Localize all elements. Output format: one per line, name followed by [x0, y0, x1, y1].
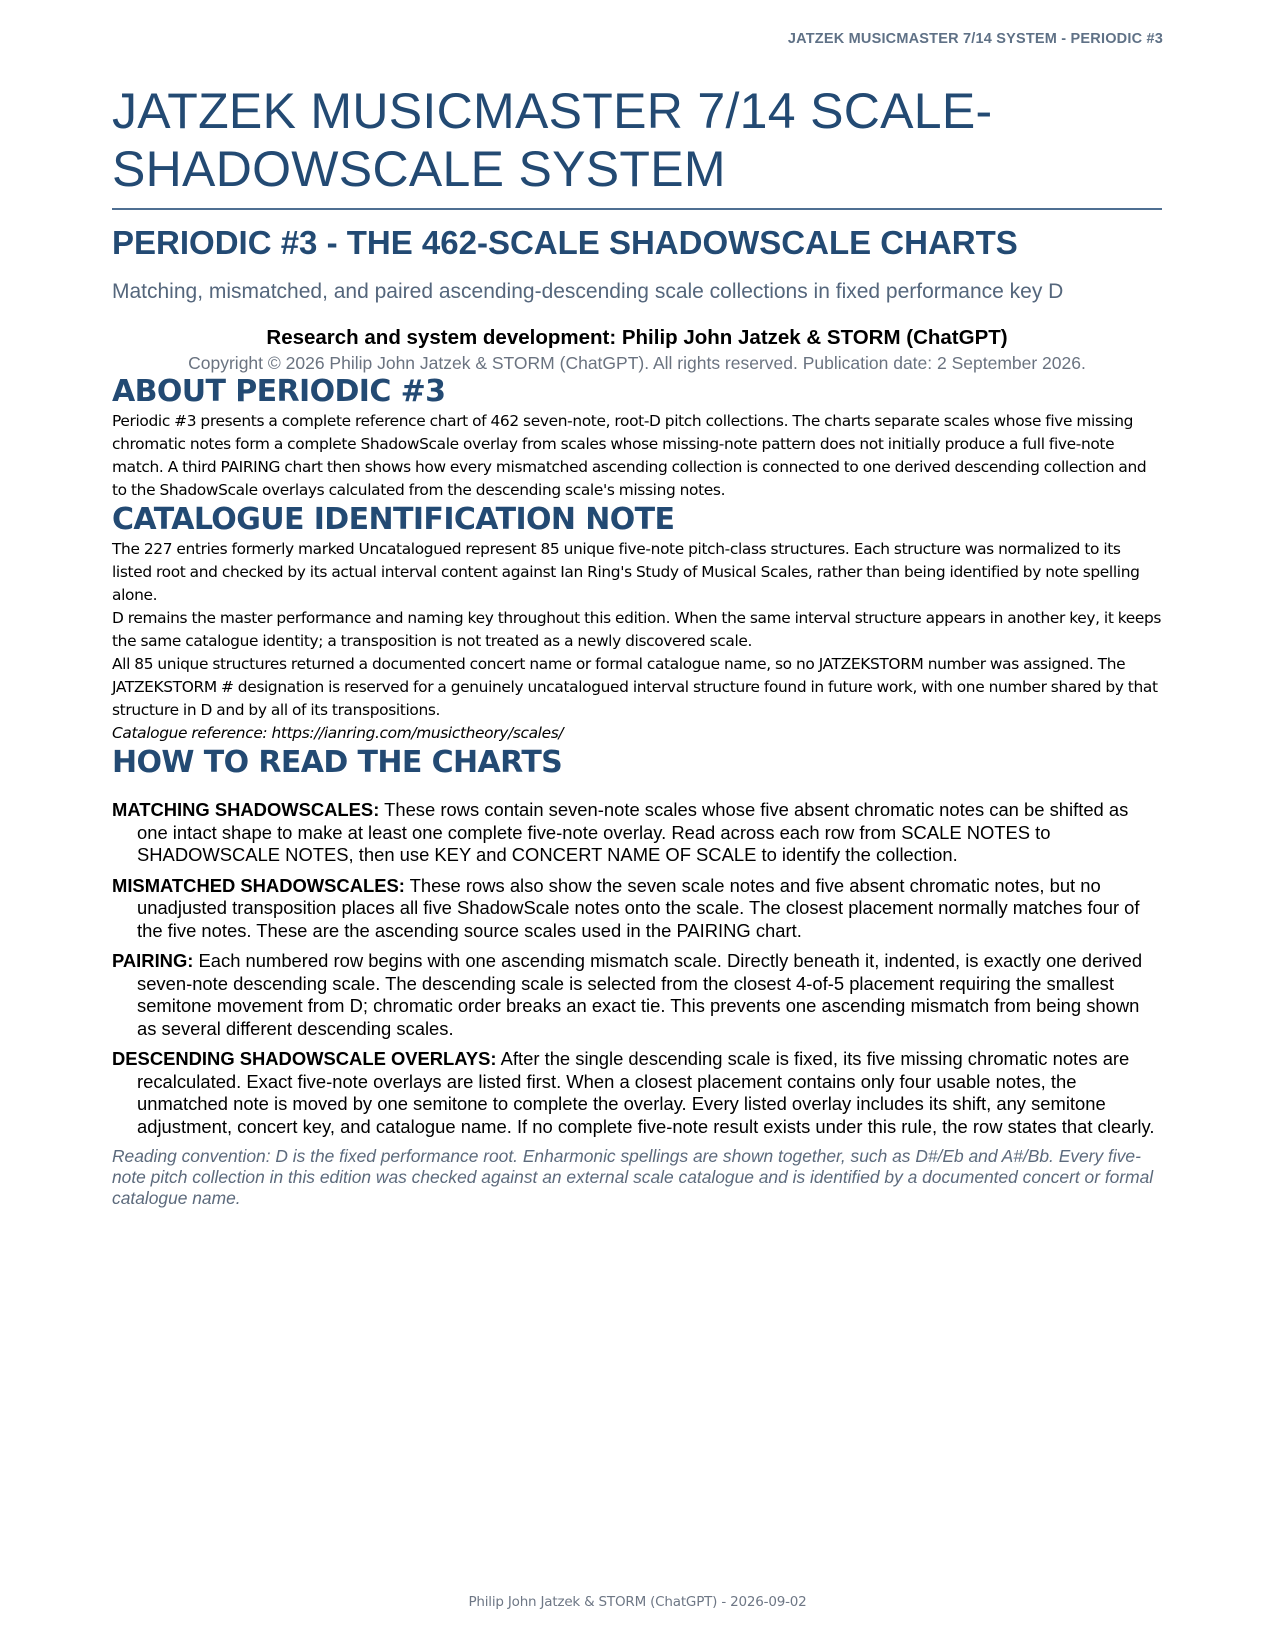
about-paragraph: Periodic #3 presents a complete reference chart of 462 seven-note, root-D pitch collections. The charts separate scales whose five missing chromatic notes form a complete ShadowScale overlay from scales whose missing-note pattern does not initially produce a full five-note match. A third PAIRING chart then shows how every mismatched ascending collection is connected to one derived descending collection and to the ShadowScale overlays calculated from the descending scale's missing notes.	[112, 412, 1147, 499]
catalogue-paragraph-2: D remains the master performance and naming key throughout this edition. When the same interval structure appears in another key, it keeps the same catalogue identity; a transposition is not treated as a newly discovered scale.	[112, 609, 1162, 650]
catalogue-heading: CATALOGUE IDENTIFICATION NOTE	[112, 502, 675, 537]
definition-text: Each numbered row begins with one ascending mismatch scale. Directly beneath it, indented, is exactly one derived seven-note descending scale. The descending scale is selected from the closest 4-of-5 placement requiring the smallest semitone movement from D; chromatic order breaks an exact tie. This prevents one ascending mismatch from being shown as several different descending scales.	[137, 950, 1143, 1039]
how-to-read-heading: HOW TO READ THE CHARTS	[112, 745, 563, 780]
definition-term: MATCHING SHADOWSCALES:	[112, 799, 380, 820]
definition-matching	[112, 799, 1162, 867]
subtitle: Matching, mismatched, and paired ascending-descending scale collections in fixed performance key D	[112, 280, 1064, 303]
definition-text: These rows also show the seven scale notes and five absent chromatic notes, but no unadjusted transposition places all five ShadowScale notes onto the scale. The closest placement normally matches four of the five notes. These are the ascending source scales used in the PAIRING chart.	[137, 874, 1140, 941]
catalogue-paragraph-3: All 85 unique structures returned a documented concert name or formal catalogue name, so no JATZEKSTORM number was assigned. The JATZEKSTORM # designation is reserved for a genuinely uncatalogued interval structure found in future work, with one number shared by that structure in D and by all of its transpositions.	[112, 655, 1158, 719]
page-footer: Philip John Jatzek & STORM (ChatGPT) - 2026-09-02	[468, 1594, 807, 1610]
periodic-title: PERIODIC #3 - THE 462-SCALE SHADOWSCALE CHARTS	[112, 224, 1018, 261]
definition-text: These rows contain seven-note scales whose five absent chromatic notes can be shifted as one intact shape to make at least one complete five-note overlay. Read across each row from SCALE NOTES to SHADOWSCALE NOTES, then use KEY and CONCERT NAME OF SCALE to identify the collection.	[137, 799, 1129, 865]
definition-term: PAIRING:	[112, 950, 194, 971]
about-heading: ABOUT PERIODIC #3	[112, 374, 446, 409]
definition-term: DESCENDING SHADOWSCALE OVERLAYS:	[112, 1048, 497, 1069]
definition-text: After the single descending scale is fixed, its five missing chromatic notes are recalculated. Exact five-note overlays are listed first. When a closest placement contains only four usable notes, the unmatched note is moved by one semitone to complete the overlay. Every listed overlay includes its shift, any semitone adjustment, concert key, and catalogue name. If no complete five-note result exists under this rule, the row states that clearly.	[137, 1048, 1155, 1137]
definition-pairing	[112, 950, 1162, 1040]
catalogue-paragraph-1: The 227 entries formerly marked Uncatalogued represent 85 unique five-note pitch-class structures. Each structure was normalized to its listed root and checked by its actual interval content against Ian Ring's Study of Musical Scales, rather than being identified by note spelling alone.	[112, 540, 1140, 604]
copyright-line: Copyright © 2026 Philip John Jatzek & STORM (ChatGPT). All rights reserved. Publication date: 2 September 2026.	[188, 353, 1086, 373]
definition-mismatched	[112, 875, 1162, 943]
credit-line: Research and system development: Philip John Jatzek & STORM (ChatGPT)	[266, 326, 1008, 349]
main-title: JATZEK MUSICMASTER 7/14 SCALE-SHADOWSCALE SYSTEM	[112, 82, 1162, 210]
reading-convention: Reading convention: D is the fixed performance root. Enharmonic spellings are shown together, such as D#/Eb and A#/Bb. Every five-note pitch collection in this edition was checked against an external scale catalogue and is identified by a documented concert or formal catalogue name.	[112, 1146, 1154, 1208]
definition-term: MISMATCHED SHADOWSCALES:	[112, 874, 405, 896]
definition-descending	[112, 1048, 1162, 1138]
running-header: JATZEK MUSICMASTER 7/14 SYSTEM - PERIODIC #3	[787, 31, 1163, 47]
document-body	[112, 82, 1162, 1209]
catalogue-reference: Catalogue reference: https://ianring.com/musictheory/scales/	[112, 724, 564, 742]
